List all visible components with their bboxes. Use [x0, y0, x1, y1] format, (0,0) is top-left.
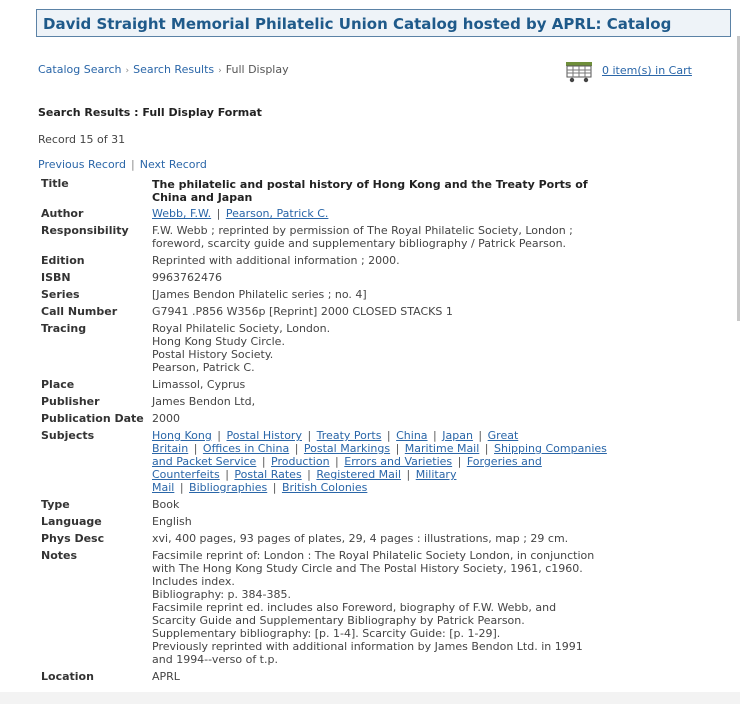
- link-separator: |: [331, 455, 343, 468]
- subjects-line: [152, 429, 611, 442]
- subject-link[interactable]: Military: [415, 468, 457, 481]
- record-counter: Record 15 of 31: [38, 133, 126, 146]
- link-separator: |: [383, 429, 395, 442]
- type-value: Book: [152, 498, 180, 511]
- responsibility-line: foreword, scarcity guide and supplementary bibliography / Patrick Pearson.: [152, 237, 567, 250]
- author-link[interactable]: Webb, F.W.: [152, 207, 212, 220]
- responsibility-label: Responsibility: [41, 224, 129, 237]
- next-record-link[interactable]: Next Record: [139, 158, 207, 171]
- link-separator: |: [429, 429, 441, 442]
- edition-label: Edition: [41, 254, 85, 267]
- link-separator: |: [221, 468, 233, 481]
- subject-link[interactable]: Errors and Varieties: [344, 455, 453, 468]
- tracing-line: Pearson, Patrick C.: [152, 361, 255, 374]
- link-separator: |: [474, 429, 486, 442]
- isbn-value: 9963762476: [152, 271, 222, 284]
- publisher-label: Publisher: [41, 395, 100, 408]
- place-label: Place: [41, 378, 75, 391]
- catalog-header: [36, 9, 731, 37]
- edition-value: Reprinted with additional information ; 2000.: [152, 254, 400, 267]
- subject-link[interactable]: Treaty Ports: [316, 429, 382, 442]
- responsibility-line: F.W. Webb ; reprinted by permission of The Royal Philatelic Society, London ;: [152, 224, 573, 237]
- link-separator: |: [190, 442, 201, 455]
- notes-line: Includes index.: [152, 575, 235, 588]
- isbn-label: ISBN: [41, 271, 71, 284]
- notes-line: Scarcity Guide and Supplementary Bibliography by Patrick Pearson.: [152, 614, 525, 627]
- link-separator: |: [213, 429, 225, 442]
- subject-link[interactable]: Postal Rates: [234, 468, 302, 481]
- link-separator: |: [303, 468, 315, 481]
- subject-link[interactable]: Japan: [442, 429, 473, 442]
- subjects-label: Subjects: [41, 429, 95, 442]
- type-label: Type: [41, 498, 70, 511]
- author-value: [152, 207, 328, 220]
- link-separator: |: [213, 207, 224, 220]
- link-separator: |: [403, 468, 414, 481]
- subject-link[interactable]: Registered Mail: [316, 468, 402, 481]
- subject-link[interactable]: Forgeries and: [466, 455, 542, 468]
- notes-line: Supplementary bibliography: [p. 1-4]. Scarcity Guide: [p. 1-29].: [152, 627, 501, 640]
- call-number-label: Call Number: [41, 305, 118, 318]
- tracing-line: Hong Kong Study Circle.: [152, 335, 285, 348]
- title-line: The philatelic and postal history of Hong Kong and the Treaty Ports of: [152, 178, 588, 191]
- results-heading: Search Results : Full Display Format: [38, 106, 262, 119]
- notes-line: with The Hong Kong Study Circle and The Postal History Society, 1961, c1960.: [152, 562, 583, 575]
- publication-date-label: Publication Date: [41, 412, 144, 425]
- tracing-label: Tracing: [41, 322, 87, 335]
- cart-icon[interactable]: [565, 60, 593, 88]
- place-value: Limassol, Cyprus: [152, 378, 246, 391]
- notes-line: Facsimile reprint of: London : The Royal Philatelic Society London, in conjunction: [152, 549, 595, 562]
- link-separator: |: [258, 455, 270, 468]
- subject-link[interactable]: British Colonies: [281, 481, 368, 494]
- subjects-line: [152, 442, 611, 455]
- title-value: [152, 178, 588, 204]
- subject-link[interactable]: and Packet Service: [152, 455, 257, 468]
- tracing-value: [152, 322, 330, 374]
- breadcrumb-search-results[interactable]: Search Results: [133, 63, 215, 76]
- location-value: APRL: [152, 670, 180, 683]
- breadcrumb-separator: ›: [125, 66, 130, 76]
- record-navigation: [38, 158, 207, 171]
- cart-link[interactable]: 0 item(s) in Cart: [602, 64, 692, 77]
- notes-line: Facsimile reprint ed. includes also Foreword, biography of F.W. Webb, and: [152, 601, 557, 614]
- phys-desc-value: xvi, 400 pages, 93 pages of plates, 29, 4 pages : illustrations, map ; 29 cm.: [152, 532, 569, 545]
- subject-link[interactable]: Postal History: [226, 429, 302, 442]
- title-line: China and Japan: [152, 191, 253, 204]
- breadcrumb-full-display: Full Display: [225, 63, 289, 76]
- link-separator: |: [392, 442, 403, 455]
- subject-link[interactable]: Britain: [152, 442, 189, 455]
- nav-separator: |: [131, 158, 135, 171]
- author-link[interactable]: Pearson, Patrick C.: [225, 207, 329, 220]
- link-separator: |: [481, 442, 493, 455]
- title-label: Title: [41, 177, 69, 190]
- subject-link[interactable]: Mail: [152, 481, 175, 494]
- subject-link[interactable]: Offices in China: [202, 442, 290, 455]
- page-title: David Straight Memorial Philatelic Union Catalog hosted by APRL: Catalog: [43, 15, 672, 33]
- notes-line: Previously reprinted with additional information by James Bendon Ltd. in 1991: [152, 640, 583, 653]
- author-label: Author: [41, 207, 84, 220]
- breadcrumb-separator: ›: [218, 66, 222, 76]
- notes-label: Notes: [41, 549, 78, 562]
- publisher-value: James Bendon Ltd,: [152, 395, 256, 408]
- link-separator: |: [269, 481, 280, 494]
- publication-date-value: 2000: [152, 412, 180, 425]
- series-value: [James Bendon Philatelic series ; no. 4]: [152, 288, 367, 301]
- link-separator: |: [454, 455, 465, 468]
- link-separator: |: [291, 442, 302, 455]
- phys-desc-label: Phys Desc: [41, 532, 105, 545]
- language-value: English: [152, 515, 192, 528]
- language-label: Language: [41, 515, 102, 528]
- tracing-line: Postal History Society.: [152, 348, 274, 361]
- subject-link[interactable]: Maritime Mail: [404, 442, 480, 455]
- page-bottom-edge: [0, 692, 740, 704]
- subject-link[interactable]: Counterfeits: [152, 468, 220, 481]
- subjects-line: [152, 468, 611, 481]
- subject-link[interactable]: Bibliographies: [189, 481, 268, 494]
- previous-record-link[interactable]: Previous Record: [38, 158, 126, 171]
- subject-link[interactable]: Postal Markings: [303, 442, 391, 455]
- subject-link[interactable]: Shipping Companies: [494, 442, 607, 455]
- link-separator: |: [303, 429, 315, 442]
- location-label: Location: [41, 670, 94, 683]
- subjects-line: [152, 455, 611, 468]
- breadcrumb: [38, 63, 289, 76]
- notes-value: [152, 549, 594, 666]
- subject-link[interactable]: Hong Kong: [152, 429, 212, 442]
- breadcrumb-catalog-search[interactable]: Catalog Search: [38, 63, 122, 76]
- series-label: Series: [41, 288, 80, 301]
- responsibility-value: [152, 224, 573, 250]
- subject-link[interactable]: China: [396, 429, 428, 442]
- notes-line: and 1994--verso of t.p.: [152, 653, 278, 666]
- subject-link[interactable]: Production: [271, 455, 330, 468]
- subjects-value: [152, 429, 611, 494]
- tracing-line: Royal Philatelic Society, London.: [152, 322, 331, 335]
- notes-line: Bibliography: p. 384-385.: [152, 588, 291, 601]
- subjects-line: [152, 481, 611, 494]
- link-separator: |: [176, 481, 188, 494]
- call-number-value: G7941 .P856 W356p [Reprint] 2000 CLOSED STACKS 1: [152, 305, 453, 318]
- subject-link[interactable]: Great: [487, 429, 519, 442]
